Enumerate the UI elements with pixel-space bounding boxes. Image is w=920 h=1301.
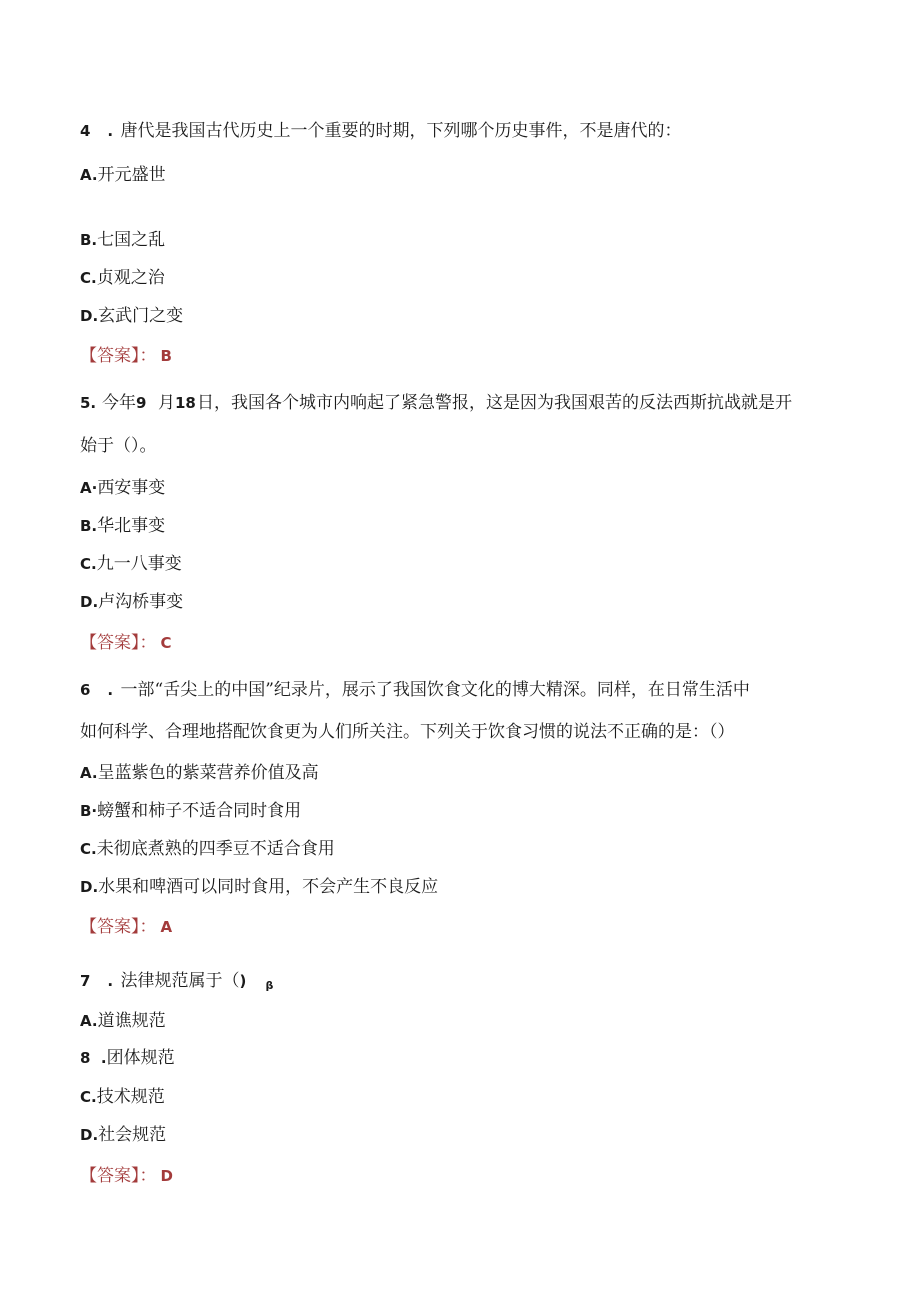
option-text: 水果和啤酒可以同时食用，不会产生不良反应 [98,877,439,897]
question-number: 7 [80,972,91,990]
option-b [80,229,165,251]
question-text: 唐代是我国古代历史上一个重要的时期，下列哪个历史事件，不是唐代的： [120,121,682,141]
question-text: 法律规范属于（ [120,971,240,991]
question-7-stem [80,970,273,997]
question-number: 6 [80,681,91,699]
option-label: D. [80,307,99,325]
option-text: 七国之乱 [97,230,166,250]
question-separator: . [107,972,114,990]
answer-letter: B [160,347,172,365]
answer-line [80,1165,173,1187]
option-d [80,305,183,327]
option-text: 玄武门之变 [98,306,184,326]
answer-letter: D [160,1167,173,1185]
stray-mark: β [265,979,274,992]
option-label: B· [80,802,98,820]
option-label: D. [80,878,99,896]
question-text: 日，我国各个城市内响起了紧急警报，这是因为我国艰苦的反法西斯抗战就是开 [197,393,792,413]
option-text: 西安事变 [97,478,166,498]
question-text-tail: ) [239,972,247,990]
answer-prefix: 【答案】： [80,1166,157,1186]
question-separator: . [107,681,114,699]
question-text: 今年 [102,393,136,413]
option-text: 呈蓝紫色的紫菜营养价值及高 [97,763,319,783]
question-text: 如何科学、合理地搭配饮食更为人们所关注。下列关于饮食习惯的说法不正确的是：（） [80,722,735,742]
option-b [80,800,301,822]
option-label: 8 . [80,1049,107,1067]
option-label: A. [80,764,98,782]
option-label: B. [80,517,98,535]
option-label: C. [80,269,97,287]
option-d [80,876,438,898]
option-a [80,477,165,499]
question-number: 5. [80,394,97,412]
option-text: 团体规范 [106,1048,175,1068]
option-d [80,591,183,613]
answer-line [80,916,172,938]
question-4-stem [80,120,682,142]
question-text: 一部“舌尖上的中国”纪录片，展示了我国饮食文化的博大精深。同样，在日常生活中 [120,680,750,700]
option-c [80,838,335,860]
option-text: 九一八事变 [96,554,182,574]
option-label: C. [80,840,97,858]
question-text: 始于（）。 [80,436,157,456]
option-c [80,1086,165,1108]
question-6-stem-line2 [80,721,735,743]
answer-line [80,345,172,367]
option-label: A. [80,1012,98,1030]
option-c [80,553,182,575]
option-text: 社会规范 [98,1125,167,1145]
option-d [80,1124,166,1146]
option-text: 华北事变 [97,516,166,536]
question-5-stem [80,392,792,414]
option-label: C. [80,555,97,573]
answer-letter: A [160,918,173,936]
option-b [80,515,165,537]
option-a [80,1010,166,1032]
answer-letter: C [160,634,172,652]
option-text: 开元盛世 [97,165,166,185]
option-label: D. [80,1126,99,1144]
option-b [80,1047,175,1069]
question-6-stem [80,679,750,701]
option-text: 道谯规范 [97,1011,166,1031]
question-text: 18 [175,394,196,412]
option-text: 未彻底煮熟的四季豆不适合食用 [96,839,335,859]
option-text: 卢沟桥事变 [98,592,184,612]
answer-prefix: 【答案】： [80,346,157,366]
option-label: B. [80,231,98,249]
option-label: A· [80,479,98,497]
option-label: C. [80,1088,97,1106]
option-text: 贞观之治 [96,268,165,288]
option-a [80,164,166,186]
option-label: D. [80,593,99,611]
question-number: 4 [80,122,91,140]
option-text: 螃蟹和柿子不适合同时食用 [97,801,302,821]
option-a [80,762,319,784]
option-text: 技术规范 [96,1087,165,1107]
option-c [80,267,165,289]
answer-line [80,632,172,654]
answer-prefix: 【答案】： [80,633,157,653]
question-separator: . [107,122,114,140]
question-5-stem-line2 [80,435,157,457]
question-text: 月 [158,393,175,413]
question-text: 9 [136,394,147,412]
answer-prefix: 【答案】： [80,917,157,937]
option-label: A. [80,166,98,184]
